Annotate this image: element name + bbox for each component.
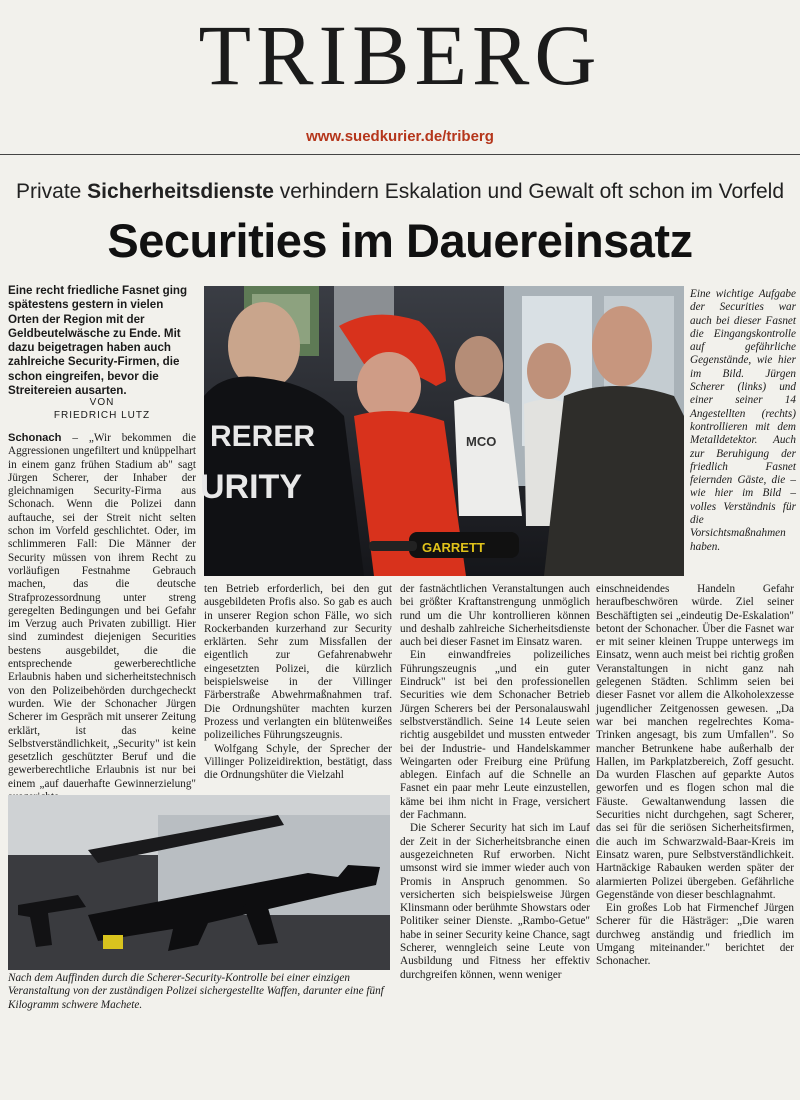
article-headline: Securities im Dauereinsatz (107, 214, 693, 267)
article-column-1 (8, 432, 196, 792)
kicker-text-pre: Private (15, 180, 88, 203)
detector-brand-text: GARRETT (422, 540, 485, 555)
column-4-paragraph-2: Ein großes Lob hat Firmenchef Jürgen Scherer für die Hästräger: „Die waren durchweg anständig und friedlich im Umgang miteinander." berichtet der Schonacher. (596, 902, 794, 968)
kicker-text-bold: Sicherheitsdienste (87, 180, 274, 203)
seized-weapons-photo (8, 795, 390, 970)
byline-prefix: VON (89, 397, 115, 408)
kicker-text-post: verhindern Eskalation und Gewalt oft schon im Vorfeld (273, 180, 785, 203)
site-url-link[interactable]: www.suedkurier.de/triberg (306, 128, 494, 145)
column-2-paragraph-2: Wolfgang Schyle, der Sprecher der Villinger Polizeidirektion, bestätigt, dass die Ordnungshüter die Vielzahl (204, 742, 392, 782)
masthead-divider (0, 154, 800, 155)
entrance-control-photo (200, 286, 684, 576)
shirt-text: MCO (466, 434, 497, 449)
column-2-paragraph-1: ten Betrieb erforderlich, bei den gut ausgebildeten Profis also. So gab es auch in unserer Region schon Fälle, wo sich Rockerbanden kurzerhand zur Security erklärten. Sehr zum Missfallen der eigentlich zur Gefahrenabwehr eingesetzten Polizei, die kürzlich beispielsweise in der Villinger Färberstraße Abwehrmaßnahmen traf. Die Ordnungshüter machten kurzen Prozess und verlangten ein blütenweißes polizeiliches Führungszeugnis. (204, 583, 392, 742)
column-1-text: – „Wir bekommen die Aggressionen ungefiltert und knüppelhart in einem ganz frühen Stadium ab" sagt Jürgen Scherer, der Inhaber der gleichnamigen Security-Firma aus Schonach. Wenn die Polizei dann auftauche, sei der Streit nicht selten schon im Vorfeld geschlichtet. Oder, im schlimmeren Fall: Die Männer der Security müssen von ihrem Recht zu vorläufigen Festnahme Gebrauch machen, das die deutsche Strafprozessordnung unter streng geregelten Bedingungen und bei Gefahr im Verzug auch Privaten zubilligt. Hier sind zumindest diejenigen Securities bestens ausgebildet, die die entsprechende gewerberechtliche Erlaubnis haben und sicherheitstechnisch von den Polizeibehörden durchgecheckt wurden. Wie der Schonacher Jürgen Scherer im Gespräch mit unserer Zeitung erklärt, ist das keine Selbstverständlichkeit, „Security" ist kein gesetzlich geschützter Beruf und die gewerberechtliche Erlaubnis ist nur bei einem „auf dauerhafte Gewinnerzielung" (8, 432, 197, 790)
column-3-paragraph-1: der fastnächtlichen Veranstaltungen auch bei größter Kraftanstrengung unmöglich rund um die Uhr kontrollieren können und deshalb zahlreiche Sicherheitsdienste auch bei dieser Fasnet im Einsatz waren. (400, 583, 590, 649)
article-column-3 (400, 583, 590, 1083)
article-lead: Eine recht friedliche Fasnet ging spätestens gestern in vielen Orten der Region mit der Geldbeutelwäsche zu Ende. Mit dazu beigetragen haben auch zahlreiche Security-Firmen, die schon eingreifen, bevor die Streitereien ausarten. (8, 284, 188, 398)
photo-caption-1: Eine wichtige Aufgabe der Securities war auch bei dieser Fasnet die Eingangskontrolle auf gefährliche Gegenstände, wie hier im Bild. Jürgen Scherer (links) und einer seiner 14 Angestellten (rechts) kontrollieren mit dem Metalldetektor. Auch zur Beruhigung der friedlich Fasnet feiernden Gäste, die – wie hier im Bild – volles Verständnis für die Vorsichtsmaßnahmen haben. (690, 288, 796, 553)
article-column-4 (596, 583, 794, 1083)
photo-caption-2: Nach dem Auffinden durch die Scherer-Security-Kontrolle bei einer einzigen Veranstaltung von der zuständigen Polizei sichergestellte Waffen, darunter eine fünf Kilogramm schwere Machete. (8, 972, 384, 1011)
column-4-paragraph-1: einschneidendes Handeln Gefahr heraufbeschwören würde. Ziel seiner Beschäftigten sei „eindeutig De-Eskalation" betont der Schonacher. Über die Fasnet war er mit seiner kleinen Truppe unterwegs im Einsatz, wenn auch meist bei richtig großen Veranstaltungen in nicht ganz nah gelegenen Städten. Schlimm seien bei dieser Fasnet vor allem die Alkoholexzesse jugendlicher Zeitgenossen gewesen. „Da war bei manchen regelrechtes Koma-Trinken angesagt, bis zum Umfallen". So mancher Betrunkene habe außerhalb der Hallen, im Parkplatzbereich, Zoff gesucht. Da wurden Flaschen auf geparkte Autos geworfen und es flogen schon mal die Fäuste. Gewaltanwendung lassen die Securities nicht durchgehen, sagt Scherer, das sei für die seriösen Sicherheitsfirmen, die auch im Schwarzwald-Baar-Kreis im Einsatz waren, pure Selbstverständlichkeit. Hartnäckige Rabauken werden später der alarmierten Polizei übergeben. Gefährliche Gegenstände von dieser beschlagnahmt. (596, 583, 794, 901)
jacket-text-bottom: URITY (200, 468, 302, 506)
article-column-2 (204, 583, 392, 793)
dateline: Schonach (8, 432, 62, 444)
column-3-paragraph-2: Ein einwandfreies polizeiliches Führungszeugnis „und ein guter Eindruck" ist bei den professionellen Securities wie dem Schonacher Betrieb Jürgen Scherers bei der Personalauswahl selbstverständlich. Seine 14 Leute seien richtig ausgebildet und mussten entweder bei der Industrie- und Handelskammer Weingarten oder Freiburg eine Prüfung ablegen. Einfach auf die Schnelle an Fasnet ein paar mehr Leute einzustellen, käme bei ihm nicht in Frage, versichert der Fachmann. (400, 649, 590, 822)
masthead-title: TRIBERG (198, 7, 602, 103)
column-3-paragraph-3: Die Scherer Security hat sich im Lauf der Zeit in der Sicherheitsbranche einen ausgezeichneten Ruf erworben. Nicht umsonst wird sie immer wieder auch von Promis in Anspruch genommen. So versicherten sich beispielsweise Jürgen Klinsmann oder berühmte Showstars oder Politiker seiner Dienste. „Rambo-Getue" habe in seiner Security keine Chance, sagt Scherer, wenngleich seine Leute von Ausbildung und Fitness her effektiv durchgreifen können, wenn weniger (400, 822, 590, 981)
jacket-text-top: RERER (210, 420, 316, 453)
byline-author: FRIEDRICH LUTZ (53, 410, 151, 421)
article-kicker (0, 180, 800, 204)
